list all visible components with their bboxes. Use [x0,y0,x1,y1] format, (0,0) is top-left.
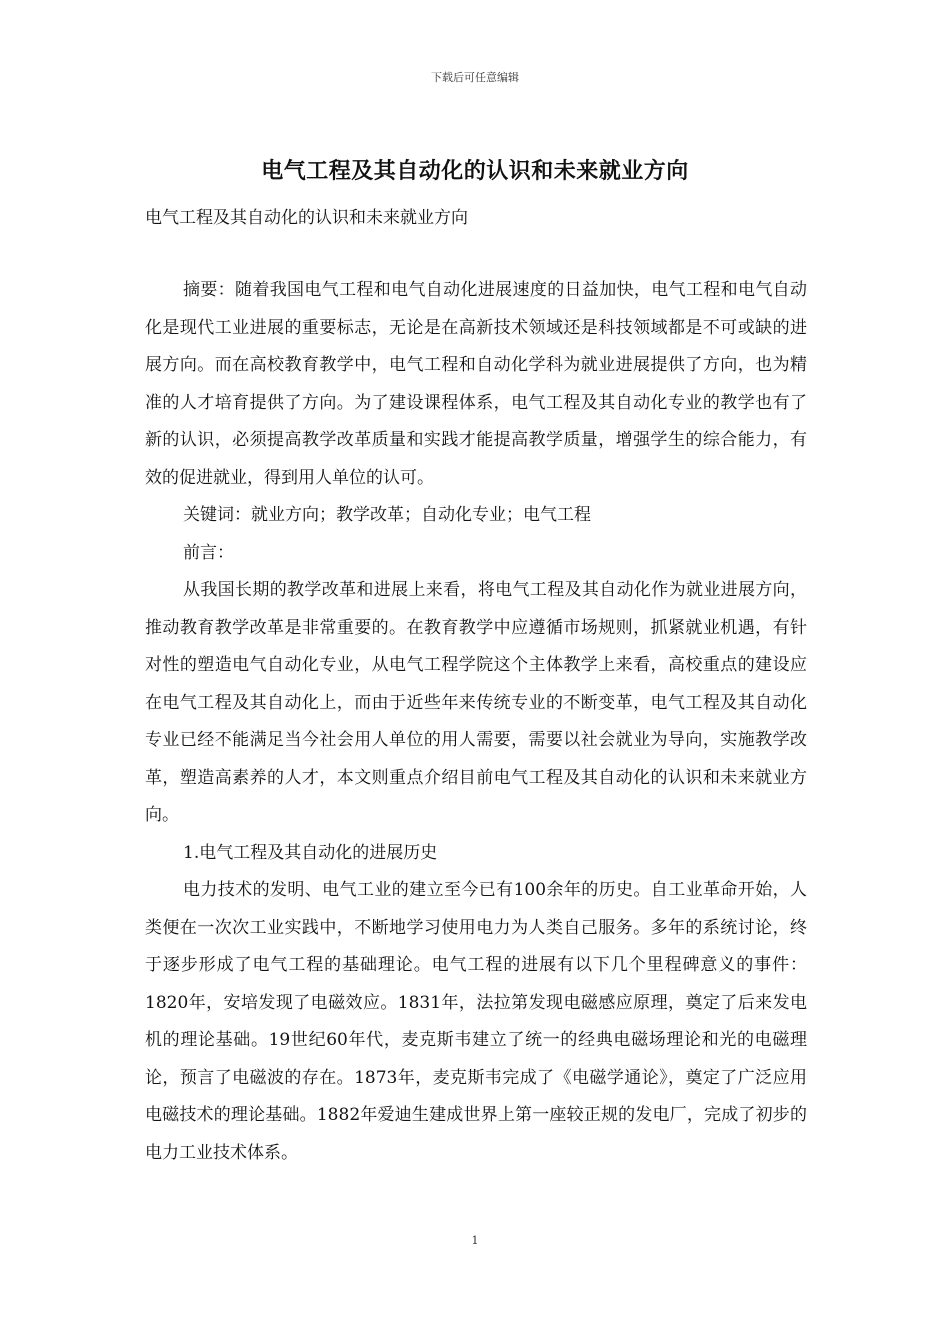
header-note: 下载后可任意编辑 [431,71,519,84]
preface-paragraph: 从我国长期的教学改革和进展上来看，将电气工程及其自动化作为就业进展方向，推动教育教学改革是非常重要的。在教育教学中应遵循市场规则，抓紧就业机遇，有针对性的塑造电气自动化专业，从电气工程学院这个主体教学上来看，高校重点的建设应在电气工程及其自动化上，而由于近些年来传统专业的不断变革，电气工程及其自动化专业已经不能满足当今社会用人单位的用人需要，需要以社会就业为导向，实施教学改革，塑造高素养的人才，本文则重点介绍目前电气工程及其自动化的认识和未来就业方向。 [145,580,807,825]
abstract-paragraph: 摘要：随着我国电气工程和电气自动化进展速度的日益加快，电气工程和电气自动化是现代工业进展的重要标志，无论是在高新技术领域还是科技领域都是不可或缺的进展方向。而在高校教育教学中，电气工程和自动化学科为就业进展提供了方向，也为精准的人才培育提供了方向。为了建设课程体系，电气工程及其自动化专业的教学也有了新的认识，必须提高教学改革质量和实践才能提高教学质量，增强学生的综合能力，有效的促进就业，得到用人单位的认可。 [145,280,807,488]
history-paragraph: 电力技术的发明、电气工业的建立至今已有100余年的历史。自工业革命开始，人类便在一次次工业实践中，不断地学习使用电力为人类自己服务。多年的系统讨论，终于逐步形成了电气工程的基础理论。电气工程的进展有以下几个里程碑意义的事件：1820年，安培发现了电磁效应。1831年，法拉第发现电磁感应原理，奠定了后来发电机的理论基础。19世纪60年代，麦克斯韦建立了统一的经典电磁场理论和光的电磁理论，预言了电磁波的存在。1873年，麦克斯韦完成了《电磁学通论》，奠定了广泛应用电磁技术的理论基础。1882年爱迪生建成世界上第一座较正规的发电厂，完成了初步的电力工业技术体系。 [145,880,807,1163]
section-heading: 1.电气工程及其自动化的进展历史 [183,842,438,863]
preface-heading: 前言： [183,542,234,563]
document-body [145,272,807,1172]
page-subtitle: 电气工程及其自动化的认识和未来就业方向 [145,208,468,228]
page-number: 1 [471,1234,479,1247]
keywords-paragraph: 关键词：就业方向；教学改革；自动化专业；电气工程 [183,505,591,525]
page-title: 电气工程及其自动化的认识和未来就业方向 [261,159,689,184]
